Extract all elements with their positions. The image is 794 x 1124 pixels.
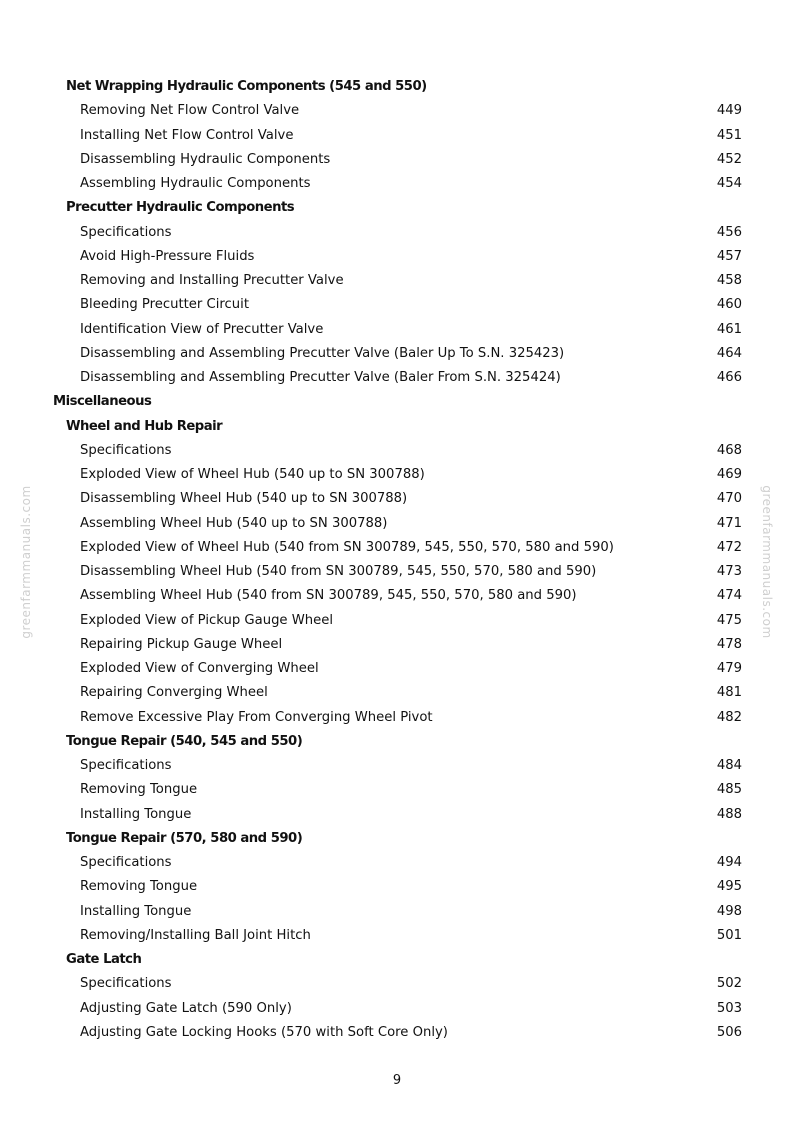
- toc-entry-title: Assembling Wheel Hub (540 up to SN 300788): [80, 515, 388, 531]
- toc-entry-page: 464: [716, 345, 742, 361]
- toc-entry[interactable]: [0, 657, 794, 681]
- toc-entry-title: Identification View of Precutter Valve: [80, 321, 324, 337]
- toc-entry-title: Exploded View of Pickup Gauge Wheel: [80, 612, 334, 628]
- table-of-contents: [0, 75, 794, 1045]
- toc-entry-page: 481: [716, 685, 742, 701]
- toc-entry-title: Assembling Hydraulic Components: [80, 176, 311, 191]
- toc-entry-title: Exploded View of Wheel Hub (540 up to SN 300788): [80, 467, 425, 482]
- toc-section-heading: [0, 827, 794, 851]
- page-number: 9: [392, 1073, 402, 1088]
- toc-entry-page: 475: [716, 612, 742, 628]
- toc-entry-title: Disassembling and Assembling Precutter Valve (Baler Up To S.N. 325423): [80, 345, 565, 361]
- toc-entry-page: 485: [716, 782, 742, 798]
- toc-entry[interactable]: [0, 439, 794, 463]
- toc-entry-title: Specifications: [80, 758, 172, 773]
- toc-entry[interactable]: [0, 560, 794, 584]
- toc-section-heading: [0, 948, 794, 972]
- toc-entry-title: Miscellaneous: [53, 394, 152, 410]
- toc-entry-page: 471: [716, 515, 742, 531]
- toc-entry-title: Tongue Repair (570, 580 and 590): [66, 830, 303, 846]
- toc-entry-title: Removing and Installing Precutter Valve: [80, 273, 344, 288]
- toc-entry[interactable]: [0, 318, 794, 342]
- toc-entry-page: 474: [716, 588, 742, 604]
- toc-entry-title: Removing Tongue: [80, 879, 198, 895]
- toc-entry-title: Gate Latch: [66, 952, 142, 967]
- toc-entry[interactable]: [0, 221, 794, 245]
- toc-entry-page: 451: [716, 127, 742, 143]
- toc-entry-page: 449: [716, 103, 742, 119]
- toc-entry-title: Avoid High-Pressure Fluids: [80, 248, 255, 264]
- toc-entry-page: 502: [716, 976, 742, 992]
- toc-entry-page: 470: [716, 491, 742, 507]
- toc-entry[interactable]: [0, 172, 794, 196]
- toc-entry-title: Repairing Pickup Gauge Wheel: [80, 636, 283, 652]
- toc-entry-page: 452: [716, 151, 742, 167]
- toc-entry[interactable]: [0, 293, 794, 317]
- toc-entry[interactable]: [0, 851, 794, 875]
- toc-entry-title: Exploded View of Wheel Hub (540 from SN 300789, 545, 550, 570, 580 and 590): [80, 539, 614, 555]
- toc-section-heading: [0, 415, 794, 439]
- toc-entry-title: Removing Tongue: [80, 782, 198, 798]
- toc-entry-title: Assembling Wheel Hub (540 from SN 300789, 545, 550, 570, 580 and 590): [80, 588, 577, 604]
- toc-entry-page: 457: [716, 248, 742, 264]
- toc-entry-title: Wheel and Hub Repair: [66, 418, 223, 434]
- toc-entry[interactable]: [0, 681, 794, 705]
- toc-entry-title: Installing Tongue: [80, 806, 192, 822]
- toc-entry-page: 456: [716, 224, 742, 240]
- toc-entry-page: 460: [716, 297, 742, 313]
- toc-entry-page: 458: [716, 273, 742, 288]
- toc-entry-page: 469: [716, 467, 742, 482]
- toc-entry-page: 454: [716, 176, 742, 191]
- toc-entry[interactable]: [0, 609, 794, 633]
- toc-entry-title: Disassembling Wheel Hub (540 from SN 300789, 545, 550, 570, 580 and 590): [80, 564, 597, 579]
- toc-entry-title: Bleeding Precutter Circuit: [80, 297, 249, 313]
- toc-entry[interactable]: [0, 754, 794, 778]
- toc-entry-title: Net Wrapping Hydraulic Components (545 and 550): [66, 79, 427, 94]
- toc-entry[interactable]: [0, 342, 794, 366]
- toc-entry-page: 494: [716, 855, 742, 870]
- toc-entry[interactable]: [0, 875, 794, 899]
- toc-entry-page: 479: [716, 661, 742, 676]
- toc-entry[interactable]: [0, 1021, 794, 1045]
- toc-entry-title: Exploded View of Converging Wheel: [80, 661, 319, 676]
- toc-entry-page: 488: [716, 806, 742, 822]
- toc-entry-title: Precutter Hydraulic Components: [66, 200, 295, 216]
- toc-entry-title: Installing Net Flow Control Valve: [80, 127, 294, 143]
- toc-entry-title: Specifications: [80, 442, 172, 458]
- toc-entry-title: Adjusting Gate Locking Hooks (570 with Soft Core Only): [80, 1024, 448, 1040]
- toc-entry[interactable]: [0, 972, 794, 996]
- toc-entry[interactable]: [0, 148, 794, 172]
- toc-entry[interactable]: [0, 245, 794, 269]
- toc-section-heading: [0, 196, 794, 220]
- toc-entry-page: 473: [716, 564, 742, 579]
- toc-entry[interactable]: [0, 924, 794, 948]
- toc-entry-page: 468: [716, 442, 742, 458]
- toc-section-heading: [0, 75, 794, 99]
- toc-entry[interactable]: [0, 366, 794, 390]
- toc-entry-title: Removing Net Flow Control Valve: [80, 103, 300, 119]
- toc-entry[interactable]: [0, 99, 794, 123]
- toc-entry-page: 498: [716, 903, 742, 919]
- toc-entry-page: 461: [716, 321, 742, 337]
- toc-entry[interactable]: [0, 512, 794, 536]
- toc-section-heading: [0, 730, 794, 754]
- toc-entry-title: Tongue Repair (540, 545 and 550): [66, 733, 303, 749]
- toc-entry[interactable]: [0, 269, 794, 293]
- toc-entry[interactable]: [0, 584, 794, 608]
- toc-entry-title: Remove Excessive Play From Converging Wheel Pivot: [80, 709, 433, 725]
- toc-entry[interactable]: [0, 706, 794, 730]
- toc-entry[interactable]: [0, 803, 794, 827]
- toc-entry-title: Disassembling Wheel Hub (540 up to SN 300788): [80, 491, 408, 507]
- toc-entry-page: 501: [716, 927, 742, 943]
- toc-entry-page: 484: [716, 758, 742, 773]
- toc-entry-title: Installing Tongue: [80, 903, 192, 919]
- toc-entry[interactable]: [0, 900, 794, 924]
- toc-entry-page: 503: [716, 1000, 742, 1016]
- toc-entry-title: Disassembling and Assembling Precutter Valve (Baler From S.N. 325424): [80, 370, 561, 385]
- toc-entry-page: 472: [716, 539, 742, 555]
- toc-entry-page: 478: [716, 636, 742, 652]
- toc-entry-page: 495: [716, 879, 742, 895]
- toc-entry-page: 482: [716, 709, 742, 725]
- toc-entry-title: Specifications: [80, 855, 172, 870]
- toc-entry-title: Disassembling Hydraulic Components: [80, 151, 331, 167]
- toc-entry[interactable]: [0, 463, 794, 487]
- toc-entry[interactable]: [0, 124, 794, 148]
- toc-entry-title: Repairing Converging Wheel: [80, 685, 268, 701]
- watermark-right: greenfarmmanuals.com: [760, 485, 774, 639]
- toc-section-heading: [0, 390, 794, 414]
- toc-entry-title: Removing/Installing Ball Joint Hitch: [80, 927, 311, 943]
- toc-entry[interactable]: [0, 536, 794, 560]
- toc-entry-title: Adjusting Gate Latch (590 Only): [80, 1000, 292, 1016]
- toc-entry-page: 506: [716, 1024, 742, 1040]
- toc-entry[interactable]: [0, 778, 794, 802]
- toc-entry-page: 466: [716, 370, 742, 385]
- toc-entry[interactable]: [0, 997, 794, 1021]
- toc-entry-title: Specifications: [80, 224, 172, 240]
- toc-entry[interactable]: [0, 633, 794, 657]
- watermark-left: greenfarmmanuals.com: [19, 485, 33, 639]
- toc-entry[interactable]: [0, 487, 794, 511]
- toc-entry-title: Specifications: [80, 976, 172, 992]
